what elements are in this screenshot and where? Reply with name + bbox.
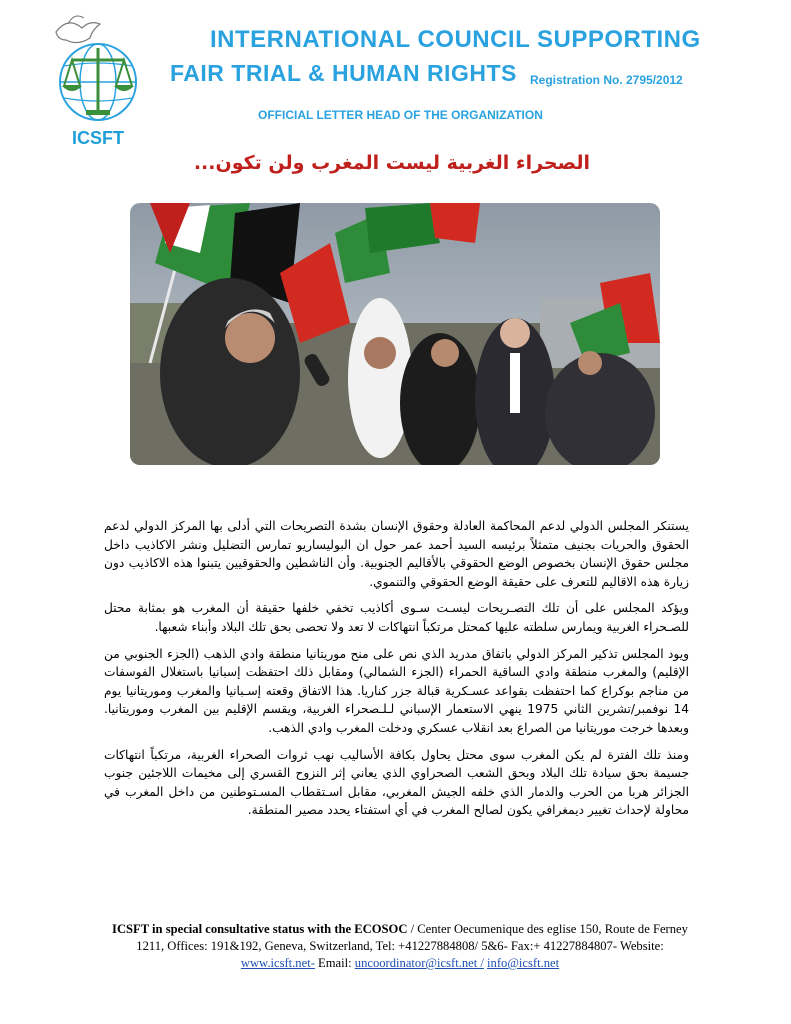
article-body [104,517,689,828]
email-link-coordinator[interactable]: uncoordinator@icsft.net / [354,956,484,970]
email-link-info[interactable]: info@icsft.net [487,956,560,970]
official-letterhead-label: OFFICIAL LETTER HEAD OF THE ORGANIZATION [258,108,543,122]
protest-photo [130,203,660,465]
logo-text: ICSFT [72,128,124,148]
org-name-line2: FAIR TRIAL & HUMAN RIGHTS [170,60,517,86]
footer [60,921,740,972]
website-link[interactable]: www.icsft.net- [240,956,315,970]
article-paragraph: ومنذ تلك الفترة لم يكن المغرب سوى محتل يحاول بكافة الأساليب نهب ثروات الصحراء الغربية، مرتكباً انتهاكات جسيمة بحق سيادة تلك البلاد وبحق الشعب الصحراوي الذي يعاني إثر النزوح القسري إلى مخيمات اللاجئين جنوب الجزائر هربا من الحرب والدمار الذي خلفه الجيش المغربي، مقابل اسـتقطاب المسـتوطنين من داخل المغرب في محاولة لإحداث تغيير ديمغرافي يكون لصالح المغرب في أي استفتاء يحدد مصير المنطقة. [104,747,689,818]
footer-line3 [60,955,740,972]
footer-address-line2: 1211, Offices: 191&192, Geneva, Switzerland, Tel: +41227884808/ 5&6- Fax:+ 41227884807- Website: [136,939,664,953]
protest-photo-image [130,203,660,465]
dove-scales-globe-logo-icon [38,10,158,130]
email-label: Email: [314,956,355,970]
footer-address-line1: / Center Oecumenique des eglise 150, Route de Ferney [407,922,688,936]
consultative-status: ICSFT in special consultative status with the ECOSOC [112,922,408,936]
article-paragraph: ويؤكد المجلس على أن تلك التصـريحات ليسـت سـوى أكاذيب تخفي خلفها حقيقة أن المغرب هو بمثابة محتل للصـحراء الغربية ويمارس سلطته عليها كمحتل مرتكباً انتهاكات لا تعد ولا تحصى بحق تلك البلاد وأبناء شعبها. [104,601,689,634]
article-paragraph: يستنكر المجلس الدولي لدعم المحاكمة العادلة وحقوق الإنسان بشدة التصريحات التي أدلى بها المركز الدولي لدعم الحقوق والحريات بجنيف متمثلاً برئيسه السيد أحمد عمر حول ان البوليساريو تمارس التضليل ونشر الاكاذيب داخل مجلس حقوق الإنسان بخصوص الوضع الحقوقي بالأقاليم الجنوبية. وأن الناشطين والحقوقيين يتبنوا هذه الاكاذيب دون زيارة هذه الاقاليم للتعرف على حقيقة الوضع الحقوقي والتنموي. [104,519,689,589]
org-name-line1: INTERNATIONAL COUNCIL SUPPORTING [210,26,701,53]
registration-number: Registration No. 2795/2012 [530,73,683,87]
footer-line1 [60,921,740,938]
article-headline: الصحراء الغربية ليست المغرب ولن تكون... [193,152,590,174]
article-paragraph: ويود المجلس تذكير المركز الدولي باتفاق مدريد الذي نص على منح موريتانيا منطقة وادي الذهب (الجزء الجنوبي من الإقليم) والمغرب منطقة وادي الساقية الحمراء (الجزء الشمالي) ومقابل ذلك احتفظت إسبانيا باستغلال الفوسفات من مناجم بوكراع كما احتفظت بقواعد عسـكرية قبالة جزر كناريا. هذا الاتفاق وقعته إسـبانيا والمغرب وموريتانيا يوم 14 نوفمبر/تشرين الثاني 1975 ينهي الاستعمار الإسباني لـلـصحراء الغربية، ويقسم الإقليم بين المغرب وموريتانيا. وبعدها خرجت موريتانيا من الصراع بعد انقلاب عسكري ودخلت المغرب وادي الذهب. [104,646,689,735]
icsft-logo [38,10,158,150]
